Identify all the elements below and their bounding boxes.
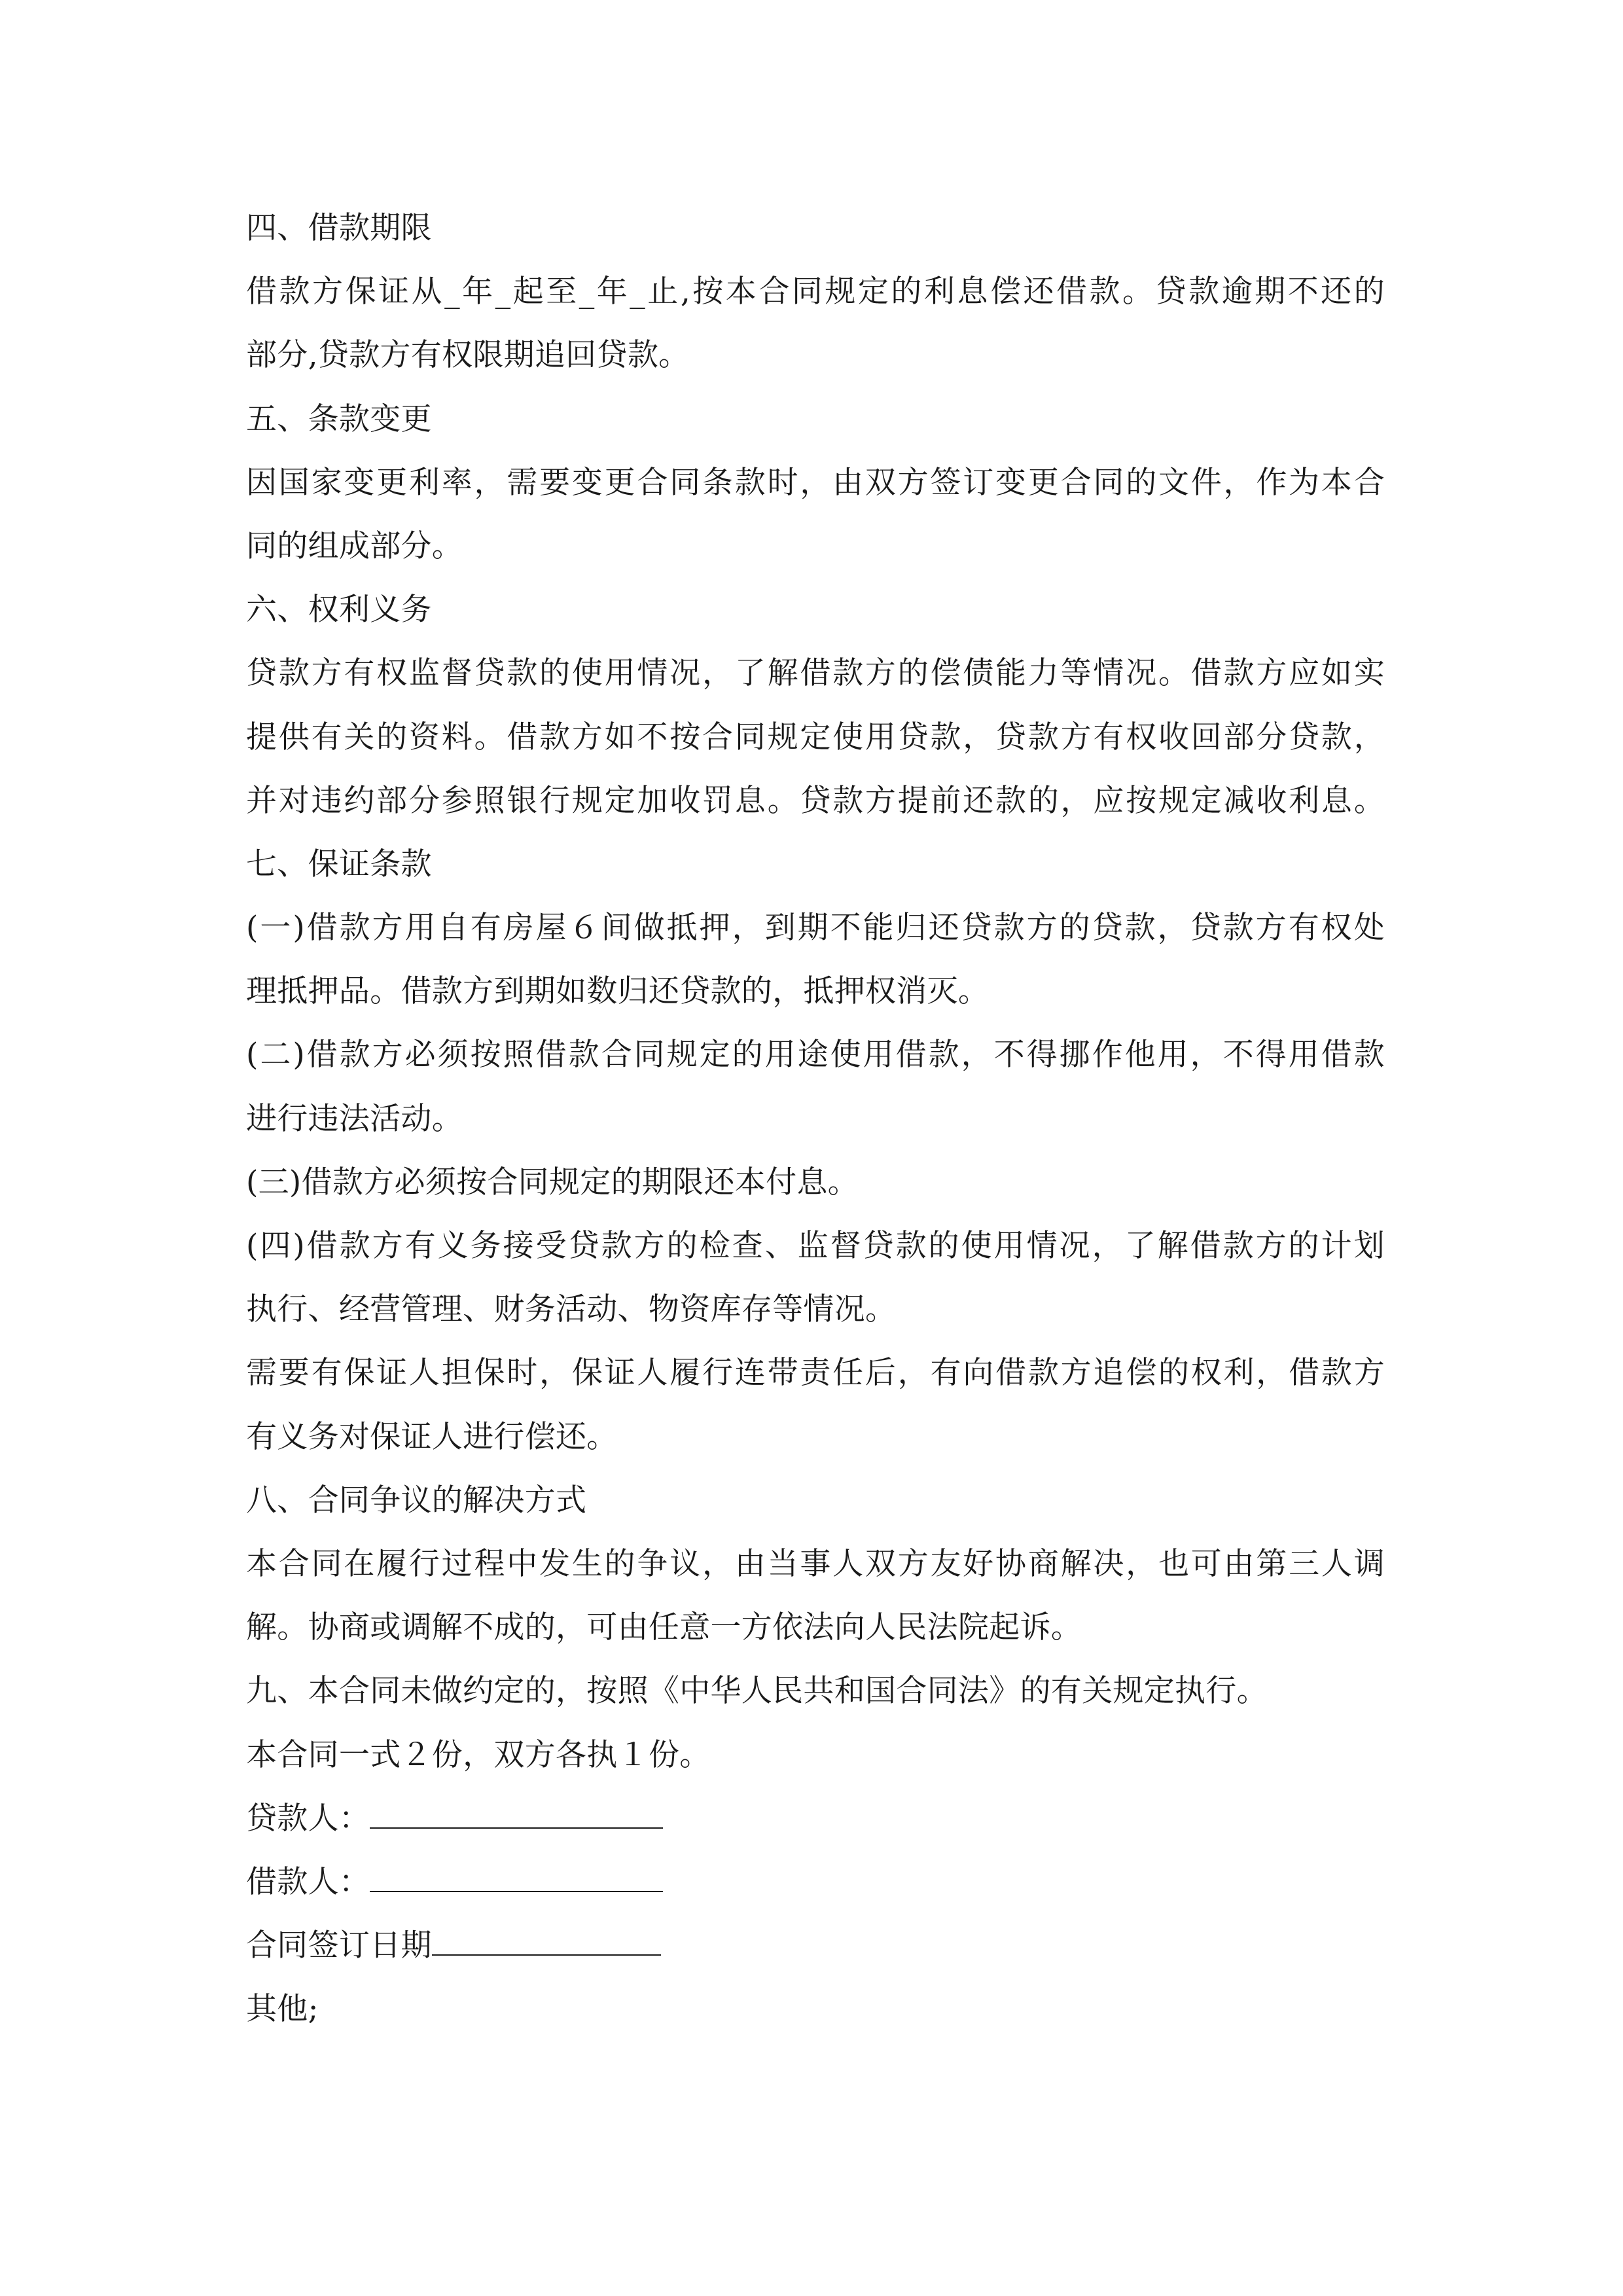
borrower-signature-blank[interactable] (370, 1869, 663, 1892)
section-heading-rights: 六、权利义务 (246, 592, 432, 628)
section-heading-guarantee: 七、保证条款 (246, 846, 432, 882)
paragraph-line: 执行、经营管理、财务活动、物资库存等情况。 (246, 1291, 897, 1328)
signing-date-blank[interactable] (432, 1932, 661, 1956)
paragraph-line: 同的组成部分。 (246, 528, 463, 564)
paragraph-line: (四)借款方有义务接受贷款方的检查、监督贷款的使用情况，了解借款方的计划 (246, 1228, 1385, 1264)
other-label: 其他; (246, 1991, 319, 2028)
copies-statement: 本合同一式２份，双方各执１份。 (246, 1736, 711, 1773)
paragraph-line: 提供有关的资料。借款方如不按合同规定使用贷款，贷款方有权收回部分贷款， (246, 719, 1385, 755)
paragraph-line: 并对违约部分参照银行规定加收罚息。贷款方提前还款的，应按规定减收利息。 (246, 782, 1385, 819)
signing-date-label: 合同签订日期 (246, 1928, 432, 1964)
borrower-signature-row (246, 1850, 1385, 1914)
paragraph-line: 解。协商或调解不成的，可由任意一方依法向人民法院起诉。 (246, 1609, 1082, 1646)
section-nine-line: 九、本合同未做约定的，按照《中华人民共和国合同法》的有关规定执行。 (246, 1673, 1268, 1710)
paragraph-line: 借款方保证从_年_起至_年_止,按本合同规定的利息偿还借款。贷款逾期不还的 (246, 274, 1385, 310)
paragraph-line: 进行违法活动。 (246, 1100, 463, 1137)
paragraph-line: 贷款方有权监督贷款的使用情况，了解借款方的偿债能力等情况。借款方应如实 (246, 655, 1385, 692)
lender-label: 贷款人： (246, 1800, 370, 1837)
paragraph-line: (二)借款方必须按照借款合同规定的用途使用借款，不得挪作他用，不得用借款 (246, 1037, 1385, 1073)
paragraph-line: 部分,贷款方有权限期追回贷款。 (246, 337, 690, 374)
lender-signature-blank[interactable] (370, 1805, 663, 1829)
paragraph-line: 理抵押品。借款方到期如数归还贷款的，抵押权消灭。 (246, 973, 990, 1010)
section-heading-disputes: 八、合同争议的解决方式 (246, 1482, 587, 1518)
contract-page (246, 196, 1385, 2041)
paragraph-line: 本合同在履行过程中发生的争议，由当事人双方友好协商解决，也可由第三人调 (246, 1545, 1385, 1582)
section-heading-changes: 五、条款变更 (246, 401, 432, 437)
borrower-label: 借款人： (246, 1863, 370, 1900)
lender-signature-row (246, 1787, 1385, 1850)
paragraph-line: 因国家变更利率，需要变更合同条款时，由双方签订变更合同的文件，作为本合 (246, 464, 1385, 501)
paragraph-line: 有义务对保证人进行偿还。 (246, 1418, 618, 1455)
section-heading-term: 四、借款期限 (246, 210, 432, 246)
paragraph-line: (三)借款方必须按合同规定的期限还本付息。 (246, 1164, 859, 1200)
paragraph-line: (一)借款方用自有房屋６间做抵押，到期不能归还贷款方的贷款，贷款方有权处 (246, 910, 1385, 946)
signing-date-row (246, 1914, 1385, 1977)
paragraph-line: 需要有保证人担保时，保证人履行连带责任后，有向借款方追偿的权利，借款方 (246, 1355, 1385, 1391)
